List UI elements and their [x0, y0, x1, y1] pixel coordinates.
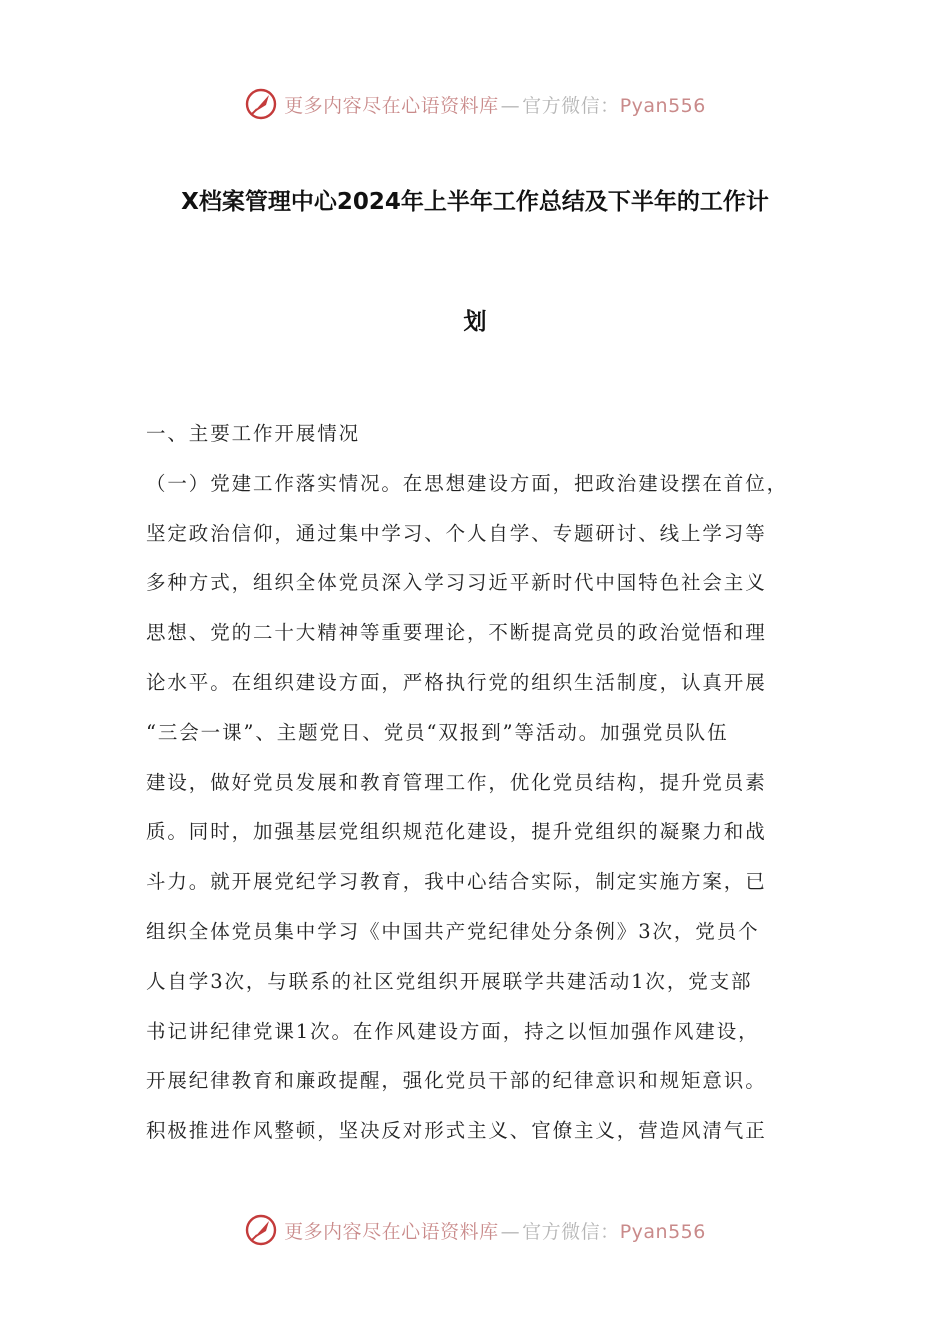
banner-main-text: 更多内容尽在心语资料库: [284, 1220, 499, 1243]
banner-wechat-label: 官方微信：: [522, 1220, 620, 1243]
banner-wechat-id: Pyan556: [619, 1220, 706, 1243]
banner-separator: —: [500, 1220, 521, 1243]
body-line: （一）党建工作落实情况。在思想建设方面，把政治建设摆在首位，: [146, 471, 789, 495]
banner-wechat-id: Pyan556: [619, 94, 706, 117]
body-line: 积极推进作风整顿，坚决反对形式主义、官僚主义，营造风清气正: [146, 1119, 767, 1143]
document-title-line-2: 划: [463, 309, 487, 335]
body-line: 坚定政治信仰，通过集中学习、个人自学、专题研讨、线上学习等: [146, 521, 767, 545]
body-line: 论水平。在组织建设方面，严格执行党的组织生活制度，认真开展: [146, 670, 767, 694]
document-title-line-1: X档案管理中心2024年上半年工作总结及下半年的工作计: [181, 189, 769, 215]
quill-logo-icon: [244, 87, 278, 121]
banner-wechat-label: 官方微信：: [522, 94, 620, 117]
header-banner: [0, 84, 950, 124]
document-body: [146, 412, 826, 1159]
body-line: “三会一课”、主题党日、党员“双报到”等活动。加强党员队伍: [146, 720, 729, 744]
banner-main-text: 更多内容尽在心语资料库: [284, 94, 499, 117]
banner-text: [284, 1217, 706, 1244]
banner-separator: —: [500, 94, 521, 117]
quill-logo-icon: [244, 1213, 278, 1247]
body-line: 书记讲纪律党课1次。在作风建设方面，持之以恒加强作风建设，: [146, 1019, 760, 1043]
body-line: 人自学3次，与联系的社区党组织开展联学共建活动1次，党支部: [146, 969, 753, 993]
body-line: 质。同时，加强基层党组织规范化建设，提升党组织的凝聚力和战: [146, 820, 767, 844]
body-line: 思想、党的二十大精神等重要理论，不断提高党员的政治觉悟和理: [146, 621, 767, 645]
banner-text: [284, 91, 706, 118]
footer-banner: [0, 1210, 950, 1250]
body-line: 组织全体党员集中学习《中国共产党纪律处分条例》3次，党员个: [146, 919, 760, 943]
body-line: 开展纪律教育和廉政提醒，强化党员干部的纪律意识和规矩意识。: [146, 1069, 767, 1093]
body-line: 多种方式，组织全体党员深入学习习近平新时代中国特色社会主义: [146, 571, 767, 595]
section-heading: 一、主要工作开展情况: [146, 422, 361, 445]
body-line: 斗力。就开展党纪学习教育，我中心结合实际，制定实施方案，已: [146, 870, 767, 894]
body-line: 建设，做好党员发展和教育管理工作，优化党员结构，提升党员素: [146, 770, 767, 794]
